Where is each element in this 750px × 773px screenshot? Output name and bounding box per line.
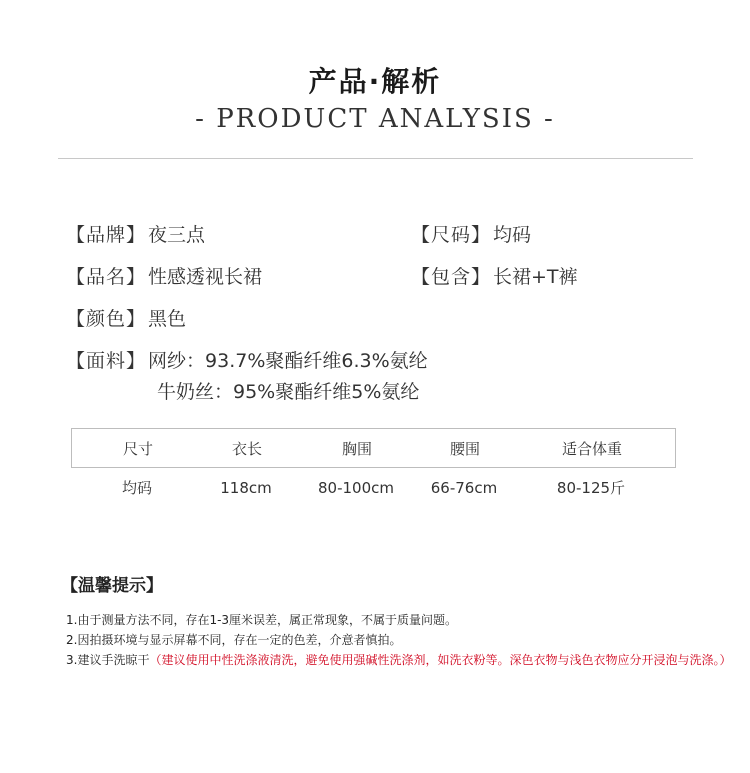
spec-contents-label: 【包含】: [411, 266, 492, 288]
table-cell: 66-76cm: [430, 479, 498, 497]
spec-color-value: 黑色: [148, 308, 187, 330]
size-table: [71, 428, 676, 508]
table-cell: 80-100cm: [318, 479, 394, 497]
notice-item-3-warning: （建议使用中性洗涤液清洗，避免使用强碱性洗涤剂，如洗衣粉等。深色衣物与浅色衣物应分开浸泡与洗涤。）: [149, 653, 732, 667]
spec-name: [66, 262, 262, 289]
spec-size: [411, 220, 531, 247]
table-cell: 80-125斤: [556, 479, 626, 497]
notice-title: 【温馨提示】: [61, 576, 163, 596]
page-title: 产品·解析: [308, 65, 442, 98]
notice-item-2: 2.因拍摄环境与显示屏幕不同，存在一定的色差，介意者慎拍。: [66, 633, 402, 647]
spec-brand-label: 【品牌】: [66, 224, 147, 246]
header-cell: 腰围: [449, 440, 480, 458]
table-row: [71, 468, 676, 508]
notice-item-1: 1.由于测量方法不同，存在1-3厘米误差，属正常现象，不属于质量问题。: [66, 613, 458, 627]
spec-size-label: 【尺码】: [411, 224, 492, 246]
spec-fabric-line1: 网纱：93.7%聚酯纤维6.3%氨纶: [148, 350, 428, 372]
spec-contents: [411, 262, 578, 289]
spec-fabric-label: 【面料】: [66, 350, 147, 372]
spec-name-value: 性感透视长裙: [148, 266, 263, 288]
spec-color: [66, 304, 186, 331]
spec-brand-value: 夜三点: [148, 224, 206, 246]
spec-color-label: 【颜色】: [66, 308, 147, 330]
spec-name-label: 【品名】: [66, 266, 147, 288]
spec-brand: [66, 220, 205, 247]
spec-contents-value: 长裙+T裤: [493, 266, 578, 288]
notice-item-3-text: 3.建议手洗晾干: [66, 653, 150, 667]
header-cell: 尺寸: [122, 440, 153, 458]
table-cell: 118cm: [220, 479, 272, 497]
header-cell: 衣长: [231, 440, 262, 458]
divider: [58, 158, 693, 159]
spec-fabric-line2: 牛奶丝：95%聚酯纤维5%氨纶: [157, 381, 420, 403]
header-cell: 适合体重: [561, 440, 622, 458]
header-cell: 胸围: [341, 440, 372, 458]
spec-fabric: [66, 346, 428, 373]
spec-size-value: 均码: [493, 224, 532, 246]
table-cell: 均码: [121, 479, 152, 497]
page-subtitle: - PRODUCT ANALYSIS -: [195, 104, 555, 134]
notice-item-3: [66, 651, 731, 668]
size-table-header: [71, 428, 676, 468]
